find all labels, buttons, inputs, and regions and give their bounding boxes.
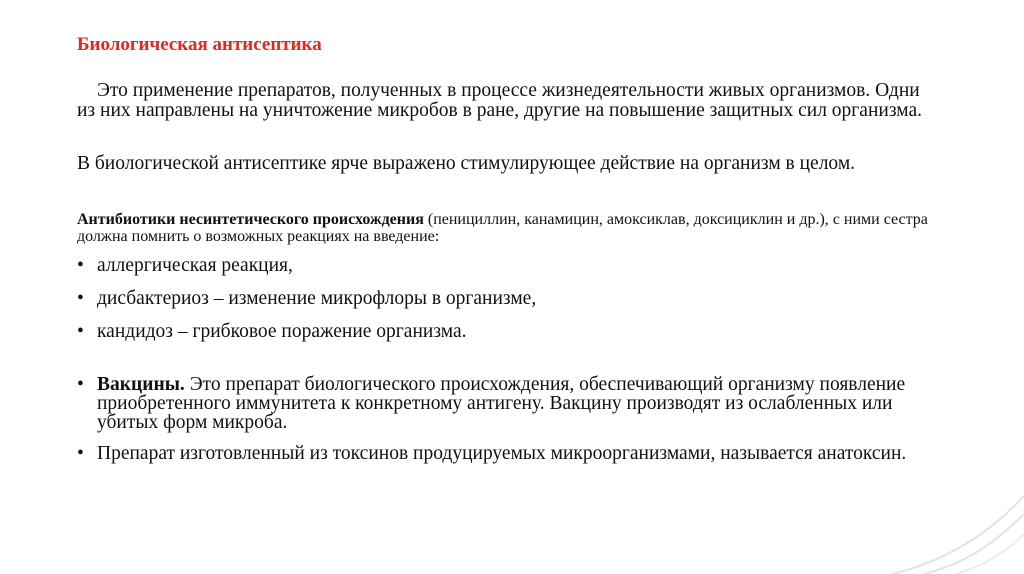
stimulating-effect-paragraph: В биологической антисептике ярче выражено стимулирующее действие на организм в целом. bbox=[77, 153, 856, 174]
corner-decoration bbox=[884, 484, 1024, 574]
corner-curve-icon bbox=[884, 484, 1024, 574]
bullet-icon: • bbox=[77, 443, 84, 464]
toxoid-text: Препарат изготовленный из токсинов продуцируемых микроорганизмами, называется анатоксин. bbox=[97, 443, 907, 464]
list-item bbox=[77, 322, 957, 342]
definition-paragraph: Это применение препаратов, полученных в процессе жизнедеятельности живых организмов. Одни из них направлены на уничтожение микробов в ране, другие на повышение защитных сил организма. bbox=[77, 80, 922, 121]
list-item-text: дисбактериоз – изменение микрофлоры в организме, bbox=[97, 288, 537, 309]
vaccines-list bbox=[77, 375, 957, 475]
reactions-list bbox=[77, 256, 957, 355]
list-item bbox=[77, 444, 957, 463]
antibiotics-paragraph bbox=[77, 211, 957, 245]
list-item bbox=[77, 375, 957, 432]
bullet-icon: • bbox=[77, 255, 84, 276]
antibiotics-heading: Антибиотики несинтетического происхождения bbox=[77, 211, 424, 228]
list-item bbox=[77, 289, 957, 309]
vaccines-heading: Вакцины. bbox=[97, 374, 185, 395]
list-item-text: аллергическая реакция, bbox=[97, 255, 293, 276]
bullet-icon: • bbox=[77, 321, 84, 342]
list-item bbox=[77, 256, 957, 276]
list-item-text: кандидоз – грибковое поражение организма. bbox=[97, 321, 467, 342]
slide-title: Биологическая антисептика bbox=[77, 34, 322, 55]
antibiotics-text: (пенициллин, канамицин, амоксиклав, доксициклин и др.), с ними сестра должна помнить о возможных реакциях на введение: bbox=[77, 211, 928, 245]
bullet-icon: • bbox=[77, 374, 84, 395]
bullet-icon: • bbox=[77, 288, 84, 309]
vaccines-text: Это препарат биологического происхождения, обеспечивающий организму появление приобретенного иммунитета к конкретному антигену. Вакцину производят из ослабленных или убитых форм микроба. bbox=[97, 374, 906, 433]
